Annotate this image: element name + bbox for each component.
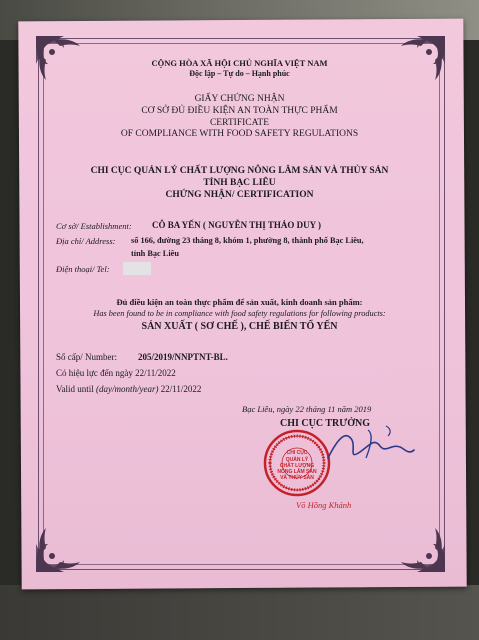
corner-ornament-bottom-left — [34, 512, 96, 574]
compliance-en: Has been found to be in compliance with food safety regulations for following products: — [93, 309, 386, 318]
establishment-label: Cơ sở/ Establishment: — [56, 221, 132, 231]
valid-until-en-label: Valid until — [56, 384, 94, 394]
cert-number-label: Số cấp/ Number: — [56, 352, 117, 362]
svg-text:QUẢN LÝ: QUẢN LÝ — [285, 457, 309, 463]
svg-text:CHI CỤC: CHI CỤC — [286, 450, 308, 456]
background-bottom — [0, 585, 479, 640]
place-date: Bạc Liêu, ngày 22 tháng 11 năm 2019 — [242, 404, 372, 414]
address-value-line-2: tỉnh Bạc Liêu — [131, 249, 179, 258]
valid-until-en — [56, 384, 201, 394]
title-line-2: CƠ SỞ ĐỦ ĐIỀU KIỆN AN TOÀN THỰC PHẨM — [141, 106, 338, 116]
valid-until-vi: Có hiệu lực đến ngày 22/11/2022 — [56, 368, 176, 378]
corner-ornament-bottom-right — [385, 512, 447, 574]
valid-until-en-value: 22/11/2022 — [160, 384, 202, 394]
address-label: Địa chỉ/ Address: — [56, 236, 116, 246]
svg-text:VÀ THỦY SẢN: VÀ THỦY SẢN — [280, 475, 314, 481]
valid-until-en-format: (day/month/year) — [96, 384, 159, 394]
signature-mark — [308, 418, 418, 478]
signer-position: CHI CỤC TRƯỞNG — [280, 418, 371, 429]
title-line-3: CERTIFICATE — [209, 118, 270, 128]
products: SẢN XUẤT ( SƠ CHẾ ), CHẾ BIẾN TỔ YẾN — [141, 321, 338, 332]
issuer-line-1: CHI CỤC QUẢN LÝ CHẤT LƯỢNG NÔNG LÂM SẢN VÀ THỦY SẢN — [90, 166, 389, 176]
title-line-1: GIẤY CHỨNG NHẬN — [194, 94, 285, 104]
compliance-vi: Đủ điều kiện an toàn thực phẩm để sản xuất, kinh doanh sản phẩm: — [116, 297, 363, 307]
svg-text:CHẤT LƯỢNG: CHẤT LƯỢNG — [279, 463, 315, 469]
nation-header: CỘNG HÒA XÃ HỘI CHỦ NGHĨA VIỆT NAM — [151, 58, 328, 68]
cert-number-value: 205/2019/NNPTNT-BL. — [138, 352, 228, 362]
svg-text:NÔNG LÂM SẢN: NÔNG LÂM SẢN — [277, 469, 317, 475]
title-line-4: OF COMPLIANCE WITH FOOD SAFETY REGULATIONS — [120, 129, 359, 139]
phone-redacted — [123, 262, 151, 275]
motto: Độc lập – Tự do – Hạnh phúc — [189, 69, 290, 78]
phone-label: Điện thoại/ Tel: — [56, 264, 110, 274]
issuer-line-3: CHỨNG NHẬN/ CERTIFICATION — [165, 190, 314, 200]
issuer-line-2: TỈNH BẠC LIÊU — [203, 178, 276, 188]
establishment-value: CÔ BA YẾN ( NGUYỄN THỊ THẢO DUY ) — [152, 220, 322, 230]
address-value-line-1: số 166, đường 23 tháng 8, khóm 1, phường 8, thành phố Bạc Liêu, — [131, 236, 364, 245]
signer-name: Võ Hồng Khánh — [296, 500, 352, 510]
